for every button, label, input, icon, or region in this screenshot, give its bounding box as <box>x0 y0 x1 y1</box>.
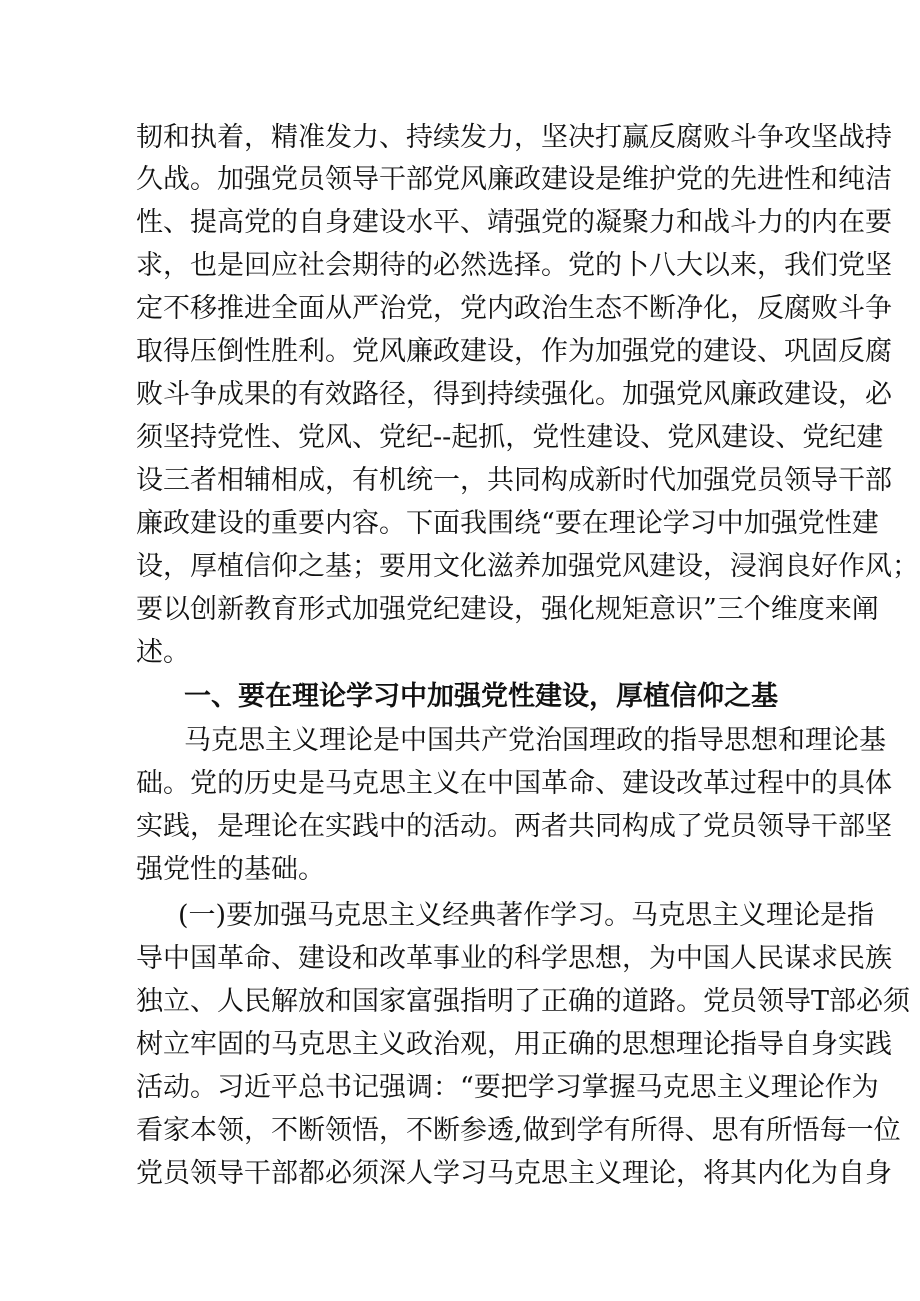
paragraph-line: 久战。加强党员领导干部党风廉政建设是维护党的先进性和纯洁 <box>136 164 892 195</box>
paragraph-line: 活动。习近平总书记强调：“要把学习掌握马克思主义理论作为 <box>136 1072 879 1103</box>
paragraph-line: 述。 <box>136 637 190 668</box>
paragraph-line: 独立、人民解放和国家富强指明了正确的道路。党员领导T部必须 <box>136 986 911 1017</box>
paragraph-line: 强党性的基础。 <box>136 854 325 885</box>
subsection-line: (一)要加强马克思主义经典著作学习。马克思主义理论是指 <box>178 900 875 931</box>
paragraph-line: 设，厚植信仰之基；要用文化滋养加强党风建设，浸润良好作风； <box>136 551 919 582</box>
paragraph-line: 实践，是理论在实践中的活动。两者共同构成了党员领导干部坚 <box>136 811 892 842</box>
paragraph-line: 要以创新教育形式加强党纪建设，强化规矩意识”三个维度来阐 <box>136 594 879 625</box>
section-heading: 一、要在理论学习中加强党性建设，厚植信仰之基 <box>184 681 778 712</box>
paragraph-line: 求，也是回应社会期待的必然选择。党的卜八大以来，我们党坚 <box>136 250 892 281</box>
paragraph-line: 党员领导干部都必须深人学习马克思主义理论，将其内化为自身 <box>136 1158 892 1189</box>
paragraph-line: 马克思主义理论是中国共产党治国理政的指导思想和理论基 <box>184 725 886 756</box>
paragraph-line: 础。党的历史是马克思主义在中国革命、建设改革过程中的具体 <box>136 768 892 799</box>
paragraph-line: 树立牢固的马克思主义政治观，用正确的思想理论指导自身实践 <box>136 1029 892 1060</box>
paragraph-line: 导中国革命、建设和改革事业的科学思想，为中国人民谋求民族 <box>136 943 892 974</box>
paragraph-line: 须坚持党性、党风、党纪--起抓，党性建设、党风建设、党纪建 <box>136 422 884 453</box>
paragraph-line: 定不移推进全面从严治党，党内政治生态不断净化，反腐败斗争 <box>136 293 892 324</box>
paragraph-line: 败斗争成果的有效路径，得到持续强化。加强党风廉政建设，必 <box>136 379 892 410</box>
paragraph-line: 看家本领，不断领悟，不断参透,做到学有所得、思有所悟每一位 <box>136 1115 901 1146</box>
paragraph-line: 取得压倒性胜利。党风廉政建设，作为加强党的建设、巩固反腐 <box>136 336 892 367</box>
paragraph-line: 设三者相辅相成，有机统一，共同构成新时代加强党员领导干部 <box>136 465 892 496</box>
paragraph-line: 性、提高党的自身建设水平、靖强党的凝聚力和战斗力的内在要 <box>136 207 892 238</box>
paragraph-line: 韧和执着，精准发力、持续发力，坚决打赢反腐败斗争攻坚战持 <box>136 122 892 153</box>
paragraph-line: 廉政建设的重要内容。下面我围绕“要在理论学习中加强党性建 <box>136 508 879 539</box>
